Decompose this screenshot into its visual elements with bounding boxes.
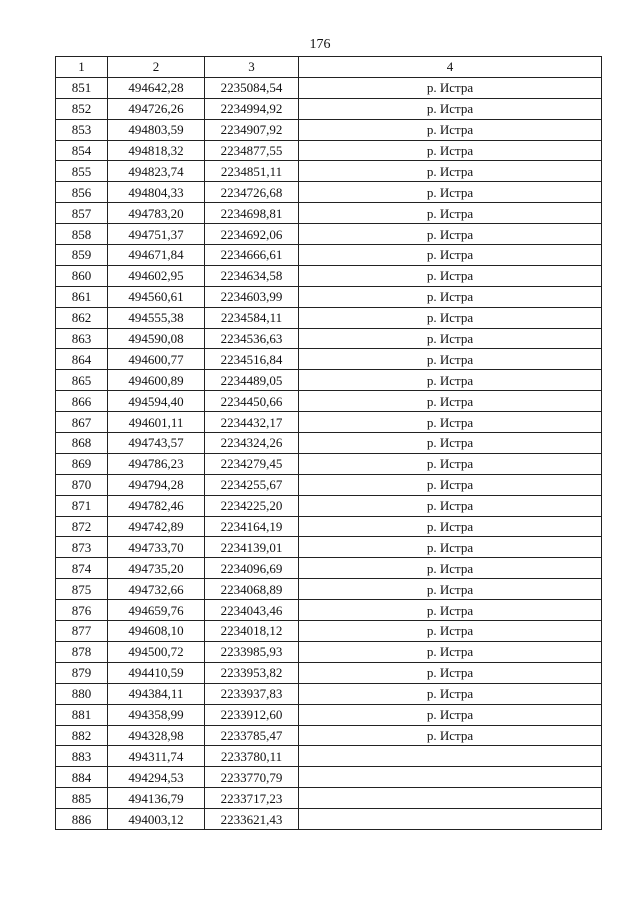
- y-coordinate-cell: 2234043,46: [205, 600, 299, 621]
- description-cell: р. Истра: [299, 370, 602, 391]
- x-coordinate-cell: 494794,28: [108, 474, 205, 495]
- y-coordinate-cell: 2234536,63: [205, 328, 299, 349]
- description-cell: р. Истра: [299, 98, 602, 119]
- x-coordinate-cell: 494804,33: [108, 182, 205, 203]
- x-coordinate-cell: 494003,12: [108, 809, 205, 830]
- table-row: [56, 265, 602, 286]
- y-coordinate-cell: 2234666,61: [205, 245, 299, 266]
- y-coordinate-cell: 2233621,43: [205, 809, 299, 830]
- x-coordinate-cell: 494823,74: [108, 161, 205, 182]
- description-cell: р. Истра: [299, 453, 602, 474]
- point-number-cell: 872: [56, 516, 108, 537]
- y-coordinate-cell: 2234489,05: [205, 370, 299, 391]
- description-cell: р. Истра: [299, 286, 602, 307]
- table-row: [56, 662, 602, 683]
- description-cell: р. Истра: [299, 307, 602, 328]
- description-cell: р. Истра: [299, 662, 602, 683]
- y-coordinate-cell: 2233912,60: [205, 704, 299, 725]
- description-cell: р. Истра: [299, 265, 602, 286]
- point-number-cell: 871: [56, 495, 108, 516]
- x-coordinate-cell: 494136,79: [108, 788, 205, 809]
- description-cell: р. Истра: [299, 328, 602, 349]
- description-cell: р. Истра: [299, 621, 602, 642]
- x-coordinate-cell: 494733,70: [108, 537, 205, 558]
- y-coordinate-cell: 2234584,11: [205, 307, 299, 328]
- description-cell: р. Истра: [299, 600, 602, 621]
- table-row: [56, 537, 602, 558]
- table-row: [56, 516, 602, 537]
- point-number-cell: 869: [56, 453, 108, 474]
- x-coordinate-cell: 494328,98: [108, 725, 205, 746]
- table-row: [56, 161, 602, 182]
- point-number-cell: 865: [56, 370, 108, 391]
- description-cell: р. Истра: [299, 349, 602, 370]
- description-cell: р. Истра: [299, 119, 602, 140]
- x-coordinate-cell: 494602,95: [108, 265, 205, 286]
- description-cell: [299, 788, 602, 809]
- x-coordinate-cell: 494783,20: [108, 203, 205, 224]
- table-row: [56, 621, 602, 642]
- y-coordinate-cell: 2234907,92: [205, 119, 299, 140]
- x-coordinate-cell: 494751,37: [108, 224, 205, 245]
- point-number-cell: 878: [56, 641, 108, 662]
- x-coordinate-cell: 494803,59: [108, 119, 205, 140]
- description-cell: р. Истра: [299, 579, 602, 600]
- point-number-cell: 873: [56, 537, 108, 558]
- point-number-cell: 855: [56, 161, 108, 182]
- y-coordinate-cell: 2234994,92: [205, 98, 299, 119]
- point-number-cell: 858: [56, 224, 108, 245]
- table-row: [56, 788, 602, 809]
- point-number-cell: 852: [56, 98, 108, 119]
- table-row: [56, 224, 602, 245]
- column-header-4: 4: [299, 57, 602, 78]
- table-row: [56, 412, 602, 433]
- description-cell: [299, 767, 602, 788]
- point-number-cell: 854: [56, 140, 108, 161]
- point-number-cell: 861: [56, 286, 108, 307]
- y-coordinate-cell: 2234068,89: [205, 579, 299, 600]
- description-cell: р. Истра: [299, 245, 602, 266]
- x-coordinate-cell: 494594,40: [108, 391, 205, 412]
- point-number-cell: 864: [56, 349, 108, 370]
- table-row: [56, 203, 602, 224]
- point-number-cell: 875: [56, 579, 108, 600]
- table-row: [56, 370, 602, 391]
- table-row: [56, 495, 602, 516]
- point-number-cell: 882: [56, 725, 108, 746]
- description-cell: [299, 746, 602, 767]
- table-row: [56, 641, 602, 662]
- x-coordinate-cell: 494294,53: [108, 767, 205, 788]
- table-row: [56, 140, 602, 161]
- point-number-cell: 884: [56, 767, 108, 788]
- table-row: [56, 328, 602, 349]
- y-coordinate-cell: 2234450,66: [205, 391, 299, 412]
- point-number-cell: 851: [56, 77, 108, 98]
- description-cell: р. Истра: [299, 161, 602, 182]
- point-number-cell: 860: [56, 265, 108, 286]
- point-number-cell: 856: [56, 182, 108, 203]
- description-cell: р. Истра: [299, 537, 602, 558]
- column-header-3: 3: [205, 57, 299, 78]
- table-body: [56, 77, 602, 829]
- page-number: 176: [309, 37, 331, 52]
- table-row: [56, 809, 602, 830]
- point-number-cell: 886: [56, 809, 108, 830]
- x-coordinate-cell: 494743,57: [108, 433, 205, 454]
- description-cell: р. Истра: [299, 516, 602, 537]
- y-coordinate-cell: 2233780,11: [205, 746, 299, 767]
- table-row: [56, 307, 602, 328]
- x-coordinate-cell: 494500,72: [108, 641, 205, 662]
- table-row: [56, 98, 602, 119]
- y-coordinate-cell: 2234877,55: [205, 140, 299, 161]
- y-coordinate-cell: 2235084,54: [205, 77, 299, 98]
- x-coordinate-cell: 494358,99: [108, 704, 205, 725]
- table-row: [56, 391, 602, 412]
- y-coordinate-cell: 2234692,06: [205, 224, 299, 245]
- description-cell: р. Истра: [299, 391, 602, 412]
- y-coordinate-cell: 2234634,58: [205, 265, 299, 286]
- point-number-cell: 863: [56, 328, 108, 349]
- x-coordinate-cell: 494311,74: [108, 746, 205, 767]
- x-coordinate-cell: 494560,61: [108, 286, 205, 307]
- table-row: [56, 349, 602, 370]
- y-coordinate-cell: 2234018,12: [205, 621, 299, 642]
- y-coordinate-cell: 2234726,68: [205, 182, 299, 203]
- description-cell: р. Истра: [299, 140, 602, 161]
- table-row: [56, 683, 602, 704]
- x-coordinate-cell: 494590,08: [108, 328, 205, 349]
- point-number-cell: 880: [56, 683, 108, 704]
- x-coordinate-cell: 494732,66: [108, 579, 205, 600]
- table-row: [56, 725, 602, 746]
- point-number-cell: 883: [56, 746, 108, 767]
- x-coordinate-cell: 494742,89: [108, 516, 205, 537]
- y-coordinate-cell: 2233717,23: [205, 788, 299, 809]
- table-row: [56, 704, 602, 725]
- x-coordinate-cell: 494726,26: [108, 98, 205, 119]
- table-row: [56, 579, 602, 600]
- x-coordinate-cell: 494555,38: [108, 307, 205, 328]
- x-coordinate-cell: 494608,10: [108, 621, 205, 642]
- y-coordinate-cell: 2234698,81: [205, 203, 299, 224]
- point-number-cell: 876: [56, 600, 108, 621]
- description-cell: р. Истра: [299, 725, 602, 746]
- description-cell: р. Истра: [299, 495, 602, 516]
- x-coordinate-cell: 494410,59: [108, 662, 205, 683]
- table-header-row: [56, 57, 602, 78]
- table-row: [56, 245, 602, 266]
- description-cell: р. Истра: [299, 641, 602, 662]
- y-coordinate-cell: 2234432,17: [205, 412, 299, 433]
- table-row: [56, 474, 602, 495]
- column-header-1: 1: [56, 57, 108, 78]
- point-number-cell: 868: [56, 433, 108, 454]
- x-coordinate-cell: 494671,84: [108, 245, 205, 266]
- x-coordinate-cell: 494782,46: [108, 495, 205, 516]
- table-row: [56, 767, 602, 788]
- description-cell: р. Истра: [299, 412, 602, 433]
- point-number-cell: 862: [56, 307, 108, 328]
- description-cell: р. Истра: [299, 474, 602, 495]
- point-number-cell: 859: [56, 245, 108, 266]
- y-coordinate-cell: 2233953,82: [205, 662, 299, 683]
- x-coordinate-cell: 494600,77: [108, 349, 205, 370]
- description-cell: р. Истра: [299, 704, 602, 725]
- y-coordinate-cell: 2234516,84: [205, 349, 299, 370]
- point-number-cell: 853: [56, 119, 108, 140]
- table-row: [56, 558, 602, 579]
- table-row: [56, 286, 602, 307]
- point-number-cell: 870: [56, 474, 108, 495]
- y-coordinate-cell: 2233770,79: [205, 767, 299, 788]
- y-coordinate-cell: 2233985,93: [205, 641, 299, 662]
- point-number-cell: 874: [56, 558, 108, 579]
- x-coordinate-cell: 494642,28: [108, 77, 205, 98]
- table-row: [56, 746, 602, 767]
- y-coordinate-cell: 2233937,83: [205, 683, 299, 704]
- description-cell: р. Истра: [299, 77, 602, 98]
- description-cell: р. Истра: [299, 433, 602, 454]
- point-number-cell: 857: [56, 203, 108, 224]
- description-cell: р. Истра: [299, 558, 602, 579]
- point-number-cell: 867: [56, 412, 108, 433]
- point-number-cell: 885: [56, 788, 108, 809]
- y-coordinate-cell: 2234851,11: [205, 161, 299, 182]
- x-coordinate-cell: 494384,11: [108, 683, 205, 704]
- y-coordinate-cell: 2234225,20: [205, 495, 299, 516]
- x-coordinate-cell: 494818,32: [108, 140, 205, 161]
- description-cell: р. Истра: [299, 683, 602, 704]
- point-number-cell: 881: [56, 704, 108, 725]
- y-coordinate-cell: 2234164,19: [205, 516, 299, 537]
- point-number-cell: 877: [56, 621, 108, 642]
- table-row: [56, 182, 602, 203]
- description-cell: р. Истра: [299, 224, 602, 245]
- description-cell: р. Истра: [299, 182, 602, 203]
- table-row: [56, 600, 602, 621]
- table-row: [56, 453, 602, 474]
- x-coordinate-cell: 494600,89: [108, 370, 205, 391]
- y-coordinate-cell: 2234096,69: [205, 558, 299, 579]
- table-row: [56, 77, 602, 98]
- description-cell: [299, 809, 602, 830]
- y-coordinate-cell: 2234255,67: [205, 474, 299, 495]
- y-coordinate-cell: 2234139,01: [205, 537, 299, 558]
- description-cell: р. Истра: [299, 203, 602, 224]
- x-coordinate-cell: 494659,76: [108, 600, 205, 621]
- point-number-cell: 879: [56, 662, 108, 683]
- x-coordinate-cell: 494601,11: [108, 412, 205, 433]
- table-row: [56, 433, 602, 454]
- y-coordinate-cell: 2234279,45: [205, 453, 299, 474]
- table-row: [56, 119, 602, 140]
- y-coordinate-cell: 2234324,26: [205, 433, 299, 454]
- x-coordinate-cell: 494735,20: [108, 558, 205, 579]
- y-coordinate-cell: 2234603,99: [205, 286, 299, 307]
- coordinates-table: [55, 56, 602, 830]
- column-header-2: 2: [108, 57, 205, 78]
- x-coordinate-cell: 494786,23: [108, 453, 205, 474]
- point-number-cell: 866: [56, 391, 108, 412]
- y-coordinate-cell: 2233785,47: [205, 725, 299, 746]
